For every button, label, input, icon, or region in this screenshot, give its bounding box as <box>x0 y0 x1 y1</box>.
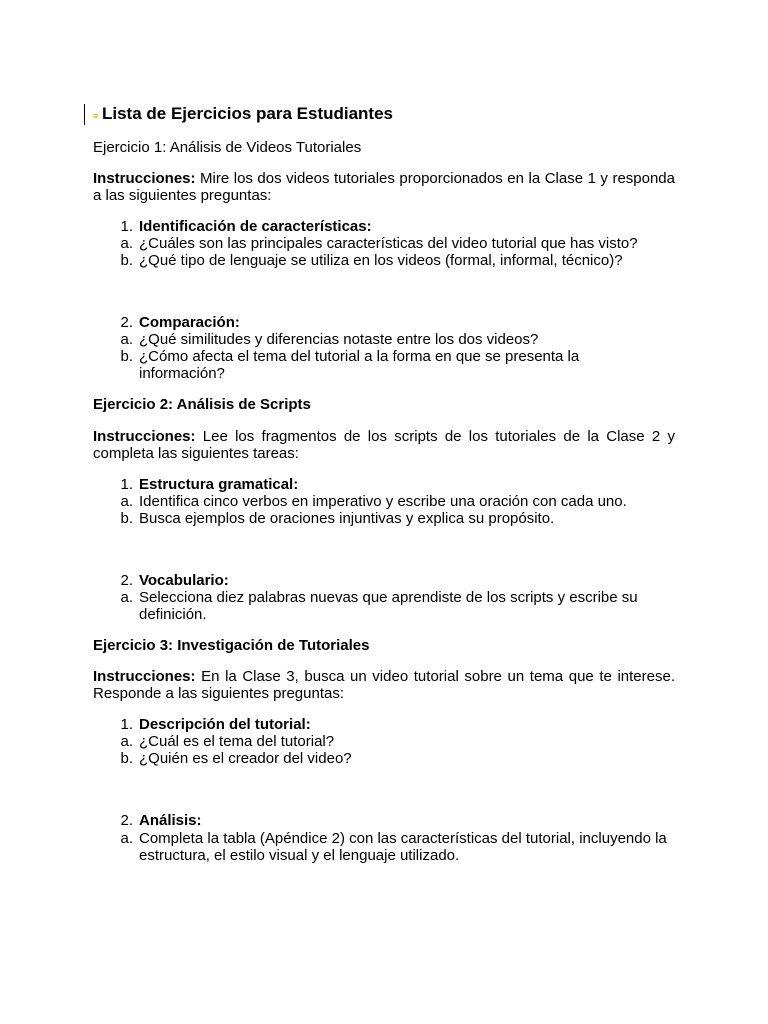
list-letter: a. <box>120 589 133 606</box>
list-letter: a. <box>120 733 133 750</box>
list-letter: b. <box>120 750 133 767</box>
list-item <box>93 493 675 510</box>
list-number: 2. <box>120 314 133 331</box>
list-item <box>93 235 675 252</box>
list-item-text: ¿Qué tipo de lenguaje se utiliza en los videos (formal, informal, técnico)? <box>139 252 623 269</box>
list-number: 2. <box>120 812 133 829</box>
list-item <box>93 476 675 493</box>
list-item <box>93 589 675 623</box>
list-letter: a. <box>120 331 133 348</box>
list-item-title: Estructura gramatical: <box>139 476 299 493</box>
list-letter: a. <box>120 493 133 510</box>
paragraph-marker-icon: ≡ <box>93 111 99 121</box>
list-item-text: ¿Cuál es el tema del tutorial? <box>139 733 335 750</box>
exercise-2-instructions <box>93 428 675 462</box>
list-number: 1. <box>120 716 133 733</box>
list-item-title: Análisis: <box>139 812 202 829</box>
list-item <box>93 750 675 767</box>
list-item <box>93 331 675 348</box>
list-item-text: Selecciona diez palabras nuevas que aprendiste de los scripts y escribe su definición. <box>139 589 638 623</box>
list-item-title: Comparación: <box>139 314 240 331</box>
list-item-text: Identifica cinco verbos en imperativo y escribe una oración con cada uno. <box>139 493 627 510</box>
list-letter: a. <box>120 235 133 252</box>
list-item <box>93 314 675 331</box>
list-item <box>93 348 675 382</box>
list-number: 1. <box>120 476 133 493</box>
list-letter: b. <box>120 252 133 269</box>
list-item-text: ¿Cuáles son las principales características del video tutorial que has visto? <box>139 235 638 252</box>
list-item <box>93 812 675 829</box>
list-letter: b. <box>120 348 133 365</box>
exercise-2-heading: Ejercicio 2: Análisis de Scripts <box>93 396 311 413</box>
list-item-title: Identificación de características: <box>139 218 372 235</box>
document-title-text: Lista de Ejercicios para Estudiantes <box>102 104 394 123</box>
instructions-text: En la Clase 3, busca un video tutorial sobre un tema que te interese. Responde a las siguientes preguntas: <box>93 668 675 702</box>
list-item <box>93 510 675 527</box>
list-item <box>93 218 675 235</box>
exercise-3-heading: Ejercicio 3: Investigación de Tutoriales <box>93 637 370 654</box>
instructions-label: Instrucciones: <box>93 668 196 685</box>
list-item-text: Completa la tabla (Apéndice 2) con las características del tutorial, incluyendo la estructura, el estilo visual y el lenguaje utilizado. <box>139 830 667 864</box>
instructions-label: Instrucciones: <box>93 170 196 187</box>
list-letter: b. <box>120 510 133 527</box>
exercise-1-instructions <box>93 170 675 204</box>
list-item <box>93 830 675 864</box>
list-item-text: ¿Qué similitudes y diferencias notaste entre los dos videos? <box>139 331 539 348</box>
list-item-title: Descripción del tutorial: <box>139 716 311 733</box>
list-number: 1. <box>120 218 133 235</box>
list-item-title: Vocabulario: <box>139 572 229 589</box>
exercise-3-instructions <box>93 668 675 702</box>
list-number: 2. <box>120 572 133 589</box>
text-cursor <box>84 104 85 125</box>
instructions-label: Instrucciones: <box>93 428 196 445</box>
exercise-1-heading: Ejercicio 1: Análisis de Videos Tutoriales <box>93 139 362 156</box>
list-item <box>93 252 675 269</box>
list-item <box>93 716 675 733</box>
list-item-text: ¿Cómo afecta el tema del tutorial a la forma en que se presenta la información? <box>139 348 580 382</box>
document-title <box>93 104 393 126</box>
list-item <box>93 733 675 750</box>
instructions-text: Lee los fragmentos de los scripts de los tutoriales de la Clase 2 y completa las siguientes tareas: <box>93 428 675 462</box>
instructions-text: Mire los dos videos tutoriales proporcionados en la Clase 1 y responda a las siguientes preguntas: <box>93 170 675 204</box>
list-item-text: Busca ejemplos de oraciones injuntivas y explica su propósito. <box>139 510 555 527</box>
list-letter: a. <box>120 830 133 847</box>
list-item <box>93 572 675 589</box>
list-item-text: ¿Quién es el creador del video? <box>139 750 352 767</box>
